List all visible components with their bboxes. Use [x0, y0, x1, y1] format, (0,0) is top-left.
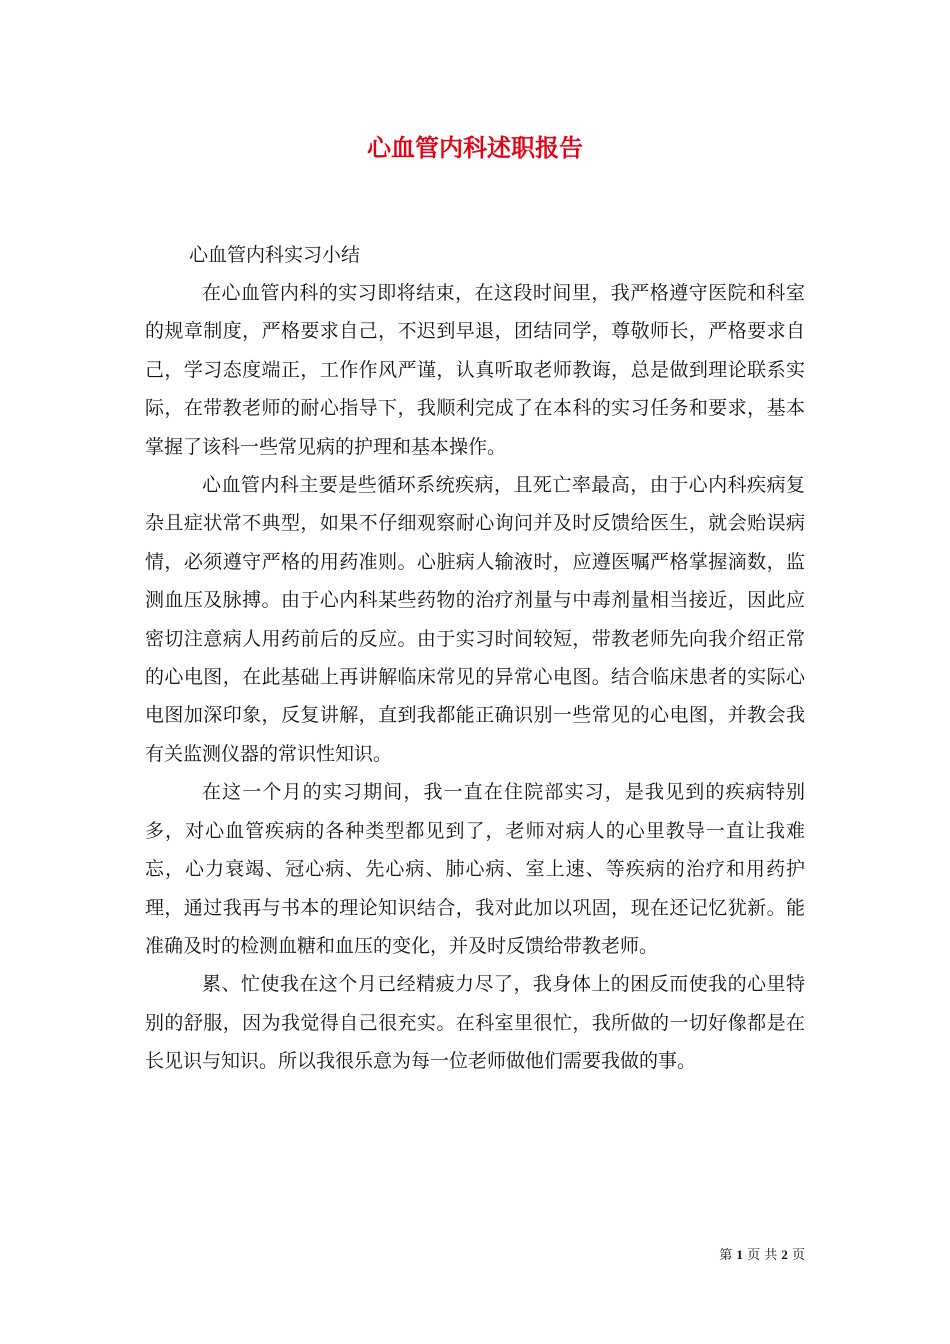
paragraph-3: 在这一个月的实习期间，我一直在住院部实习，是我见到的疾病特别多，对心血管疾病的各种类型都见到了，老师对病人的心里教导一直让我难忘，心力衰竭、冠心病、先心病、肺心病、室上速、等疾病的治疗和用药护理，通过我再与书本的理论知识结合，我对此加以巩固，现在还记忆犹新。能准确及时的检测血糖和血压的变化，并及时反馈给带教老师。 — [145, 781, 805, 957]
paragraph-1: 在心血管内科的实习即将结束，在这段时间里，我严格遵守医院和科室的规章制度，严格要求自己，不迟到早退，团结同学，尊敬师长，严格要求自己，学习态度端正，工作作风严谨，认真听取老师教诲，总是做到理论联系实际，在带教老师的耐心指导下，我顺利完成了在本科的实习任务和要求，基本掌握了该科一些常见病的护理和基本操作。 — [145, 282, 805, 458]
footer-total-pages: 2 — [781, 1247, 788, 1262]
document-body — [145, 236, 805, 1081]
document-title: 心血管内科述职报告 — [367, 133, 583, 162]
paragraph-2: 心血管内科主要是些循环系统疾病，且死亡率最高，由于心内科疾病复杂且症状常不典型，如果不仔细观察耐心询问并及时反馈给医生，就会贻误病情，必须遵守严格的用药准则。心脏病人输液时，应遵医嘱严格掌握滴数，监测血压及脉搏。由于心内科某些药物的治疗剂量与中毒剂量相当接近，因此应密切注意病人用药前后的反应。由于实习时间较短，带教老师先向我介绍正常的心电图，在此基础上再讲解临床常见的异常心电图。结合临床患者的实际心电图加深印象，反复讲解，直到我都能正确识别一些常见的心电图，并教会我有关监测仪器的常识性知识。 — [145, 474, 805, 765]
footer-middle: 页 共 — [747, 1248, 778, 1263]
paragraph-4: 累、忙使我在这个月已经精疲力尽了，我身体上的困反而使我的心里特别的舒服，因为我觉得自己很充实。在科室里很忙，我所做的一切好像都是在长见识与知识。所以我很乐意为每一位老师做他们需要我做的事。 — [145, 973, 805, 1073]
footer-prefix: 第 — [719, 1248, 733, 1263]
document-subtitle: 心血管内科实习小结 — [189, 244, 361, 266]
footer-suffix: 页 — [791, 1248, 805, 1263]
page-number-footer — [719, 1245, 805, 1266]
footer-current-page: 1 — [736, 1247, 743, 1262]
